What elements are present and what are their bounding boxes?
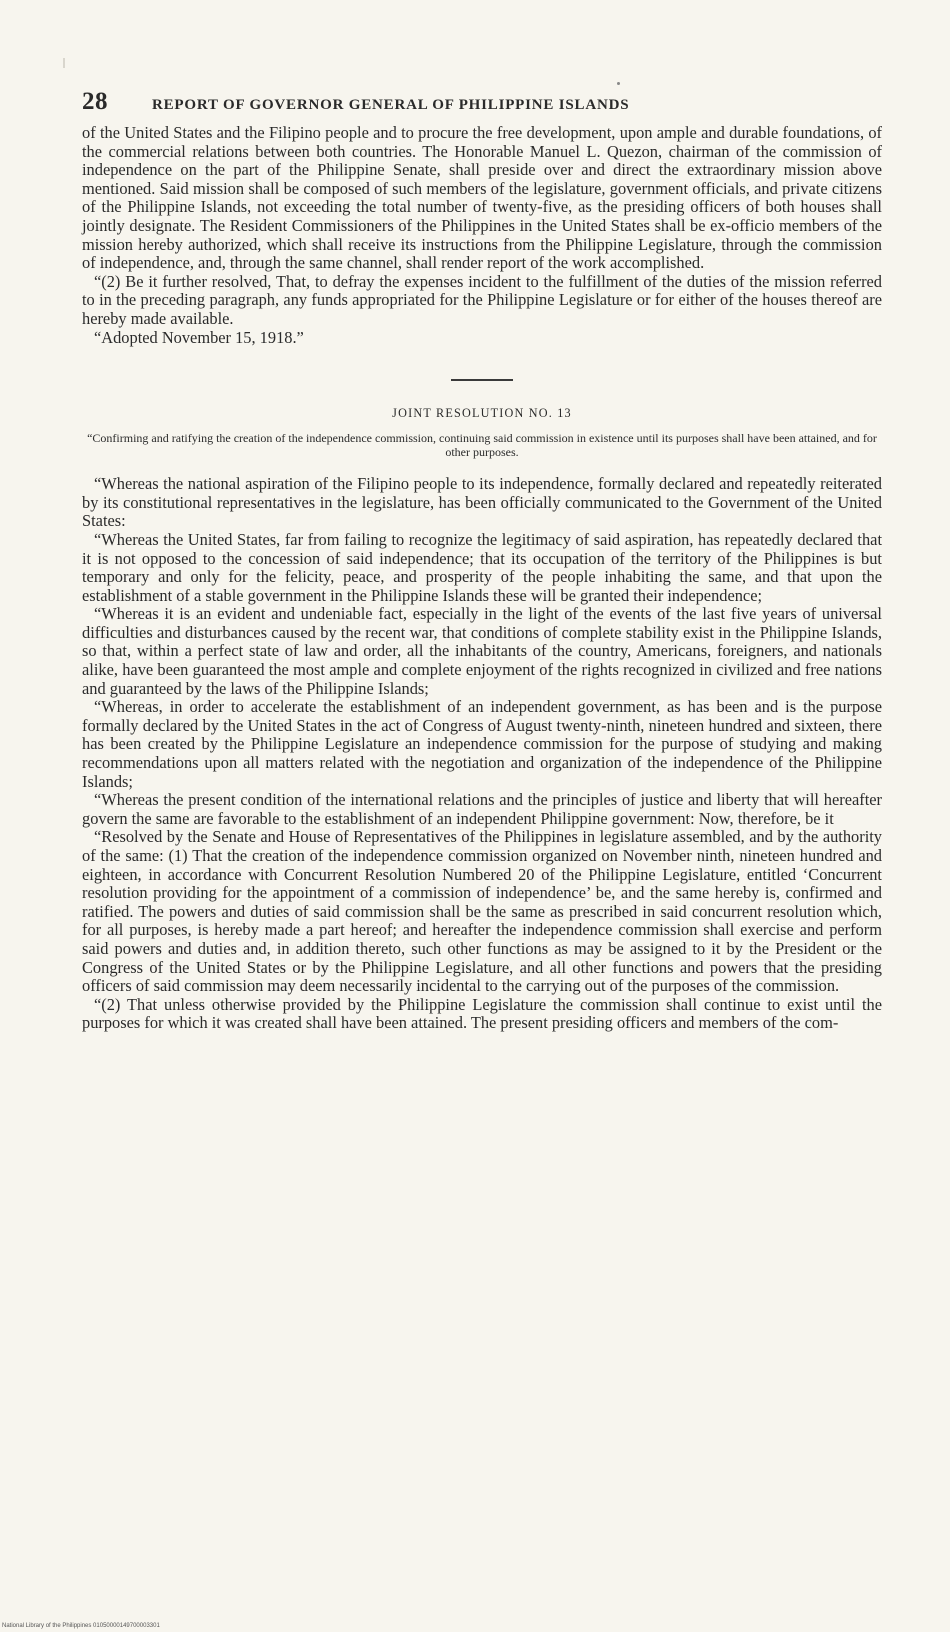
whereas-paragraph-1: “Whereas the national aspiration of the Filipino people to its independence, formally declared and repeatedly reiterated by its constitutional representatives in the legislature, has been officially communicated to the Government of the United States: xyxy=(82,474,882,531)
paragraph-further-resolved: “(2) Be it further resolved, That, to defray the expenses incident to the fulfillment of the duties of the mission referred to in the preceding paragraph, any funds appropriated for the Philippine Legislature or for either of the houses thereof are hereby made available. xyxy=(82,271,882,328)
page-number: 28 xyxy=(82,88,108,115)
resolution-title: JOINT RESOLUTION NO. 13 xyxy=(392,406,572,421)
section-2-paragraph: “(2) That unless otherwise provided by the Philippine Legislature the commission shall continue to exist until the purposes for which it was created shall have been attained. The present presiding officers and members of the com- xyxy=(82,994,882,1033)
resolved-paragraph: “Resolved by the Senate and House of Representatives of the Philippines in legislature assembled, and by the authority of the same: (1) That the creation of the independence commission organized on November ninth, nineteen hundred and eighteen, in accordance with Concurrent Resolution Numbered 20 of the Philippine Legislature, entitled ‘Concurrent resolution providing for the appointment of a commission of independence’ be, and the same hereby is, confirmed and ratified. The powers and duties of said commission shall be the same as prescribed in said concurrent resolution which, for all purposes, is hereby made a part hereof; and hereafter the independence commission shall exercise and perform said powers and duties and, in addition thereto, such other functions as may be assigned to it by the President or the Congress of the United States or by the Philippine Legislature, and all other functions and powers that the presiding officers of said commission may deem necessarily incidental to the carrying out of the purposes of the commission. xyxy=(82,827,882,996)
resolution-caption: “Confirming and ratifying the creation of the independence commission, continuing said commission in existence until its purposes shall have been attained, and for other purposes. xyxy=(87,431,877,459)
paragraph-continuation: of the United States and the Filipino people and to procure the free development, upon ample and durable foundations, of the commercial relations between both countries. The Honorable Manuel L. Quezon, chairman of the commission of independence on the part of the Philippine Senate, shall preside over and direct the extraordinary mission above mentioned. Said mission shall be composed of such members of the legislature, government officials, and private citizens of the Philippine Islands, not exceeding the total number of twenty-five, as the presiding officers of both houses shall jointly designate. The Resident Commissioners of the Philippines in the United States shall be ex-officio members of the mission hereby authorized, which shall receive its instructions from the Philippine Legislature, through the commission of independence, and, through the same channel, shall render report of the work accomplished. xyxy=(82,123,882,273)
scan-artifact-dot xyxy=(617,82,620,85)
whereas-paragraph-5: “Whereas the present condition of the international relations and the principles of justice and liberty that will hereafter govern the same are favorable to the establishment of an independent Philippine government: Now, therefore, be it xyxy=(82,790,882,828)
resolution-body xyxy=(82,475,882,1033)
running-head xyxy=(82,88,882,124)
opening-section xyxy=(82,124,882,347)
header-title: REPORT OF GOVERNOR GENERAL OF PHILIPPINE ISLANDS xyxy=(152,97,630,113)
footer-credit: National Library of the Philippines 01050000149700003301 xyxy=(2,1623,160,1629)
section-divider xyxy=(451,379,513,381)
whereas-paragraph-2: “Whereas the United States, far from failing to recognize the legitimacy of said aspiration, has repeatedly declared that it is not opposed to the concession of said independence; that its occupation of the territory of the Philippines is but temporary and only for the felicity, peace, and prosperity of the people inhabiting the same, and that upon the establishment of a stable government in the Philippine Islands these will be granted their independence; xyxy=(82,529,882,605)
whereas-paragraph-3: “Whereas it is an evident and undeniable fact, especially in the light of the events of the last five years of universal difficulties and disturbances caused by the recent war, that conditions of complete stability exist in the Philippine Islands, so that, within a perfect state of law and order, all the inhabitants of the country, Americans, foreigners, and nationals alike, have been guaranteed the most ample and complete enjoyment of the rights recognized in civilized and free nations and guaranteed by the laws of the Philippine Islands; xyxy=(82,604,882,698)
paragraph-adopted-date: “Adopted November 15, 1918.” xyxy=(94,327,304,347)
scan-artifact xyxy=(63,58,65,68)
whereas-paragraph-4: “Whereas, in order to accelerate the establishment of an independent government, as has been and is the purpose formally declared by the United States in the act of Congress of August twenty-ninth, nineteen hundred and sixteen, there has been created by the Philippine Legislature an independence commission for the purpose of studying and making recommendations upon all matters related with the negotiation and organization of the independence of the Philippine Islands; xyxy=(82,697,882,791)
document-page xyxy=(82,88,882,1033)
